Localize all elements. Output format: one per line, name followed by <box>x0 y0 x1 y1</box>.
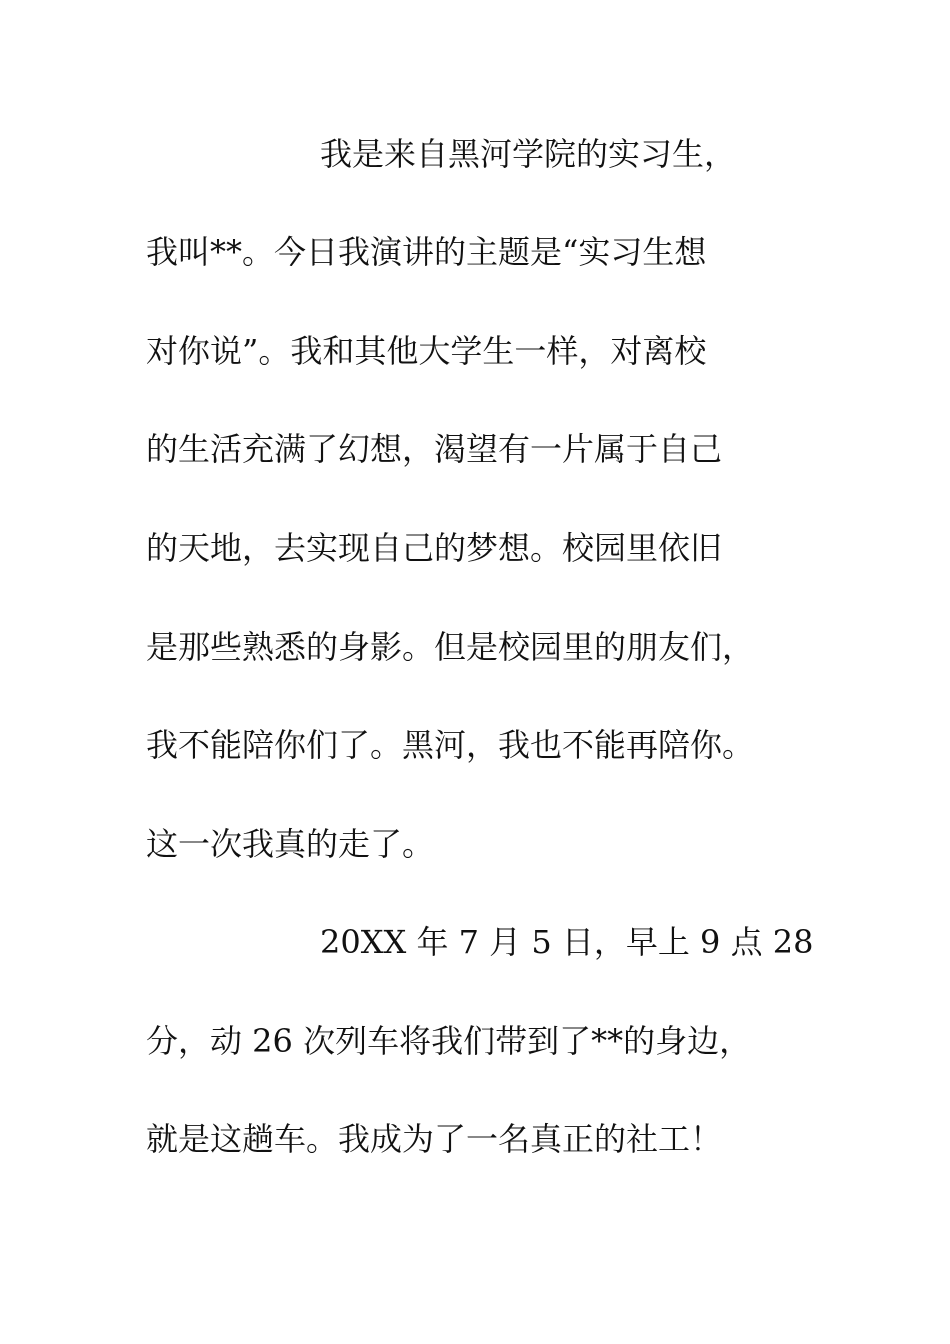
paragraph-2-line-2: 分，动 26 次列车将我们带到了**的身边， <box>146 1022 752 1060</box>
paragraph-1-line-2: 我叫**。今日我演讲的主题是“实习生想 <box>146 233 707 271</box>
paragraph-2-line-1: 20XX 年 7 月 5 日，早上 9 点 28 <box>320 923 814 961</box>
paragraph-1-line-3: 对你说”。我和其他大学生一样，对离校 <box>146 332 707 370</box>
paragraph-1-line-7: 我不能陪你们了。黑河，我也不能再陪你。 <box>146 726 755 764</box>
paragraph-1-line-5: 的天地，去实现自己的梦想。校园里依旧 <box>146 529 723 567</box>
paragraph-1-line-4: 的生活充满了幻想，渴望有一片属于自己 <box>146 430 723 468</box>
paragraph-1-line-1: 我是来自黑河学院的实习生， <box>320 135 737 173</box>
paragraph-1-line-6: 是那些熟悉的身影。但是校园里的朋友们， <box>146 628 755 666</box>
paragraph-1-line-8: 这一次我真的走了。 <box>146 825 435 863</box>
paragraph-2-line-3: 就是这趟车。我成为了一名真正的社工！ <box>146 1120 723 1158</box>
